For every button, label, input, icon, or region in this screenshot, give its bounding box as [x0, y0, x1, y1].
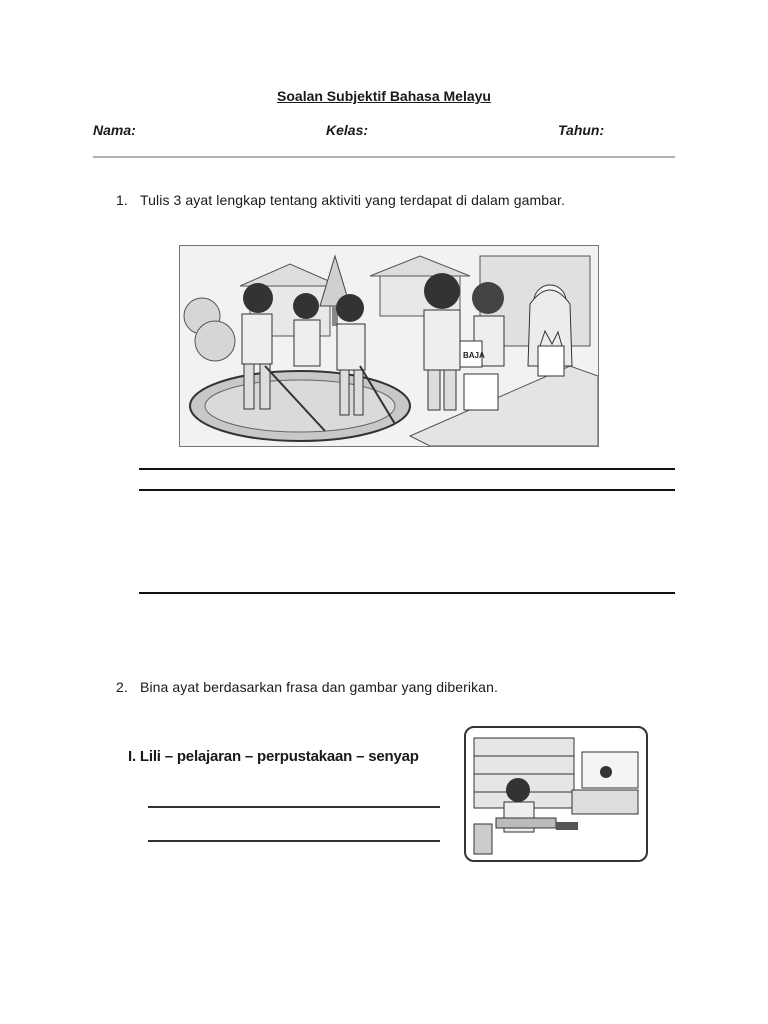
phrase-answer-line-1[interactable]: [148, 806, 440, 808]
question-2-number: 2.: [116, 679, 128, 695]
page-title: Soalan Subjektif Bahasa Melayu: [277, 88, 491, 104]
year-label: Tahun:: [558, 122, 605, 138]
question-2-text: Bina ayat berdasarkan frasa dan gambar yang diberikan.: [140, 679, 498, 695]
garden-scene-drawing: [180, 246, 598, 446]
class-label: Kelas:: [326, 122, 369, 138]
fertilizer-bucket-label: BAJA: [463, 351, 485, 360]
question-2: [116, 679, 498, 695]
answer-line-1[interactable]: [139, 468, 675, 470]
name-label: Nama:: [93, 122, 136, 138]
library-illustration: [464, 726, 648, 862]
garden-activity-illustration: [179, 245, 599, 447]
question-1-number: 1.: [116, 192, 128, 208]
phrase-prompt: I. Lili – pelajaran – perpustakaan – senyap: [128, 748, 419, 765]
question-1: [116, 192, 565, 208]
phrase-answer-line-2[interactable]: [148, 840, 440, 842]
library-scene-drawing: [466, 728, 646, 860]
answer-line-3[interactable]: [139, 592, 675, 594]
question-1-text: Tulis 3 ayat lengkap tentang aktiviti yang terdapat di dalam gambar.: [140, 192, 565, 208]
header-divider: [93, 156, 675, 158]
answer-line-2[interactable]: [139, 489, 675, 491]
